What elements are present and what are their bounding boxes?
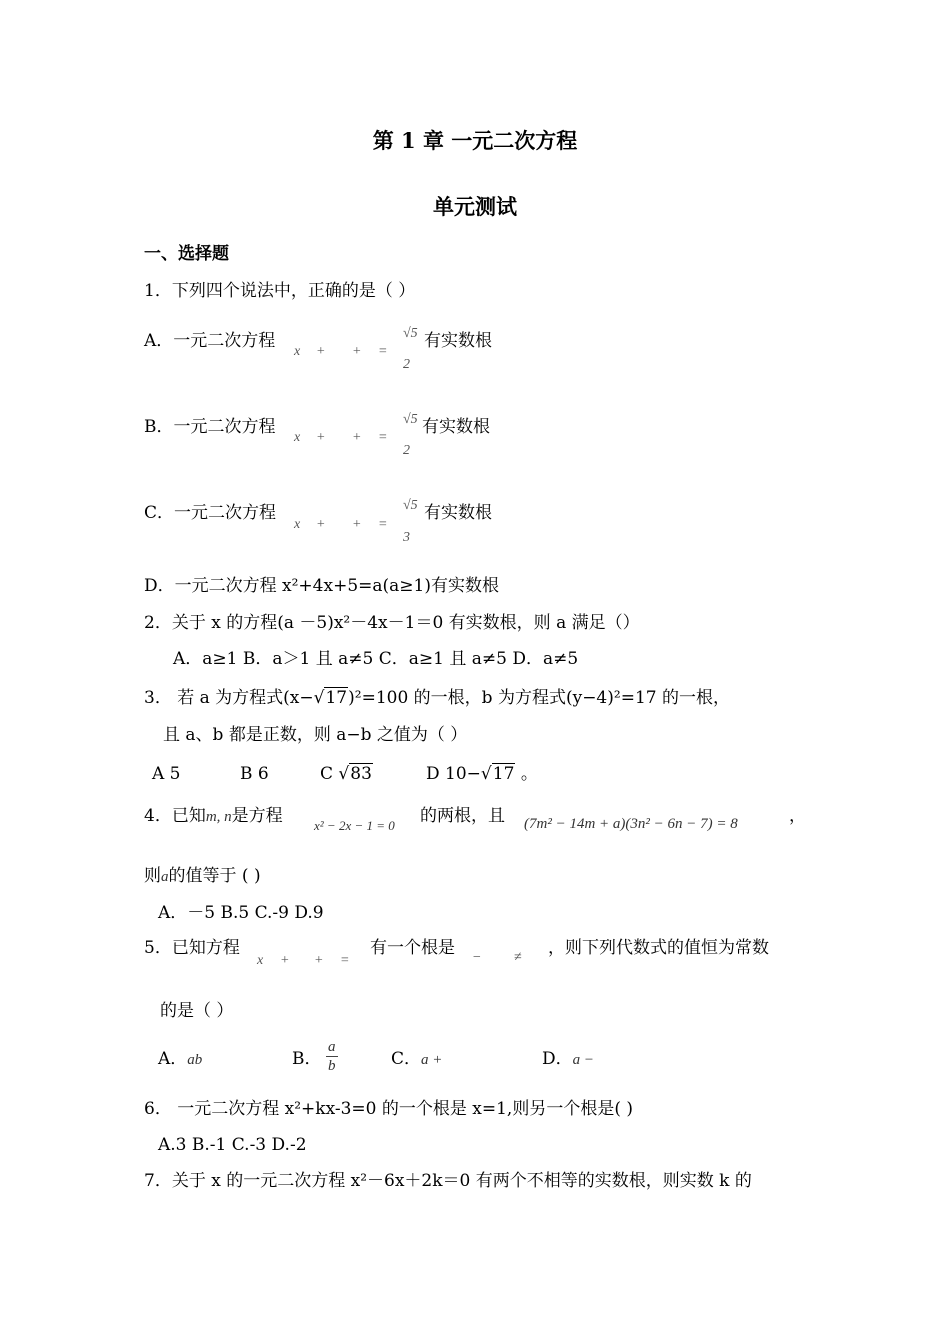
q1-option-b: [144, 416, 276, 438]
q1-b-prefix: B．一元二次方程: [144, 417, 276, 437]
q1-c-frag-eq: =: [378, 517, 388, 532]
q5-stem-pre: 5．已知方程: [144, 938, 240, 958]
q5-opt-b-label: B．: [292, 1049, 322, 1069]
q1-a-frag-plus2: +: [352, 344, 362, 359]
q5-frag-eq: =: [340, 953, 350, 968]
q1-b-frag-plus2: +: [352, 430, 362, 445]
q4-line2-post: 的值等于 ( ): [168, 866, 261, 886]
q1-a-frag-x: x: [294, 344, 301, 359]
q1-a-suffix: 有实数根: [424, 331, 492, 351]
q3-opt-d: [426, 763, 538, 785]
q5-opt-a-label: A．: [158, 1049, 188, 1069]
q5-opt-b-fraction: [326, 1038, 338, 1075]
section-heading: 一、选择题: [144, 244, 229, 264]
q4-equation2: (7m² − 14m + a)(3n² − 6n − 7) = 8: [524, 816, 738, 832]
q3-opt-d-sqrt: 17: [492, 764, 515, 784]
q5-frag-x: x: [257, 953, 264, 968]
q5-opt-d: [542, 1048, 594, 1071]
q1-a-frag-bot: 2: [403, 357, 410, 372]
q3-opt-b: B 6: [240, 764, 269, 784]
q3-opt-d-label: D 10−: [426, 764, 481, 784]
q1-option-c: [144, 502, 276, 524]
q1-b-frag-x: x: [294, 430, 301, 445]
q1-b-frag-eq: =: [378, 430, 388, 445]
q2-options: A．a≥1 B．a＞1 且 a≠5 C．a≥1 且 a≠5 D．a≠5: [173, 649, 579, 669]
q1-c-frag-bot: 3: [403, 530, 410, 545]
q4-options: A．－5 B.5 C.-9 D.9: [158, 903, 324, 923]
q1-b-frag-top: √5: [403, 412, 418, 427]
q1-c-frag-top: √5: [403, 498, 418, 513]
q4-stem: [144, 805, 283, 828]
sqrt-symbol: √: [338, 764, 350, 784]
q1-a-frag-top: √5: [403, 326, 418, 341]
q3-stem-post: )²=100 的一根，b 为方程式(y−4)²=17 的一根，: [348, 688, 730, 708]
q5-frag-plus1: +: [280, 953, 290, 968]
q3-line2: 且 a、b 都是正数，则 a−b 之值为（ ）: [163, 725, 468, 745]
q2-stem: 2．关于 x 的方程(a －5)x²－4x－1＝0 有实数根，则 a 满足（）: [144, 613, 640, 633]
q7-stem: 7．关于 x 的一元二次方程 x²－6x＋2k＝0 有两个不相等的实数根，则实数 k 的: [144, 1171, 752, 1191]
sqrt-symbol: √: [313, 688, 325, 708]
q5-opt-d-label: D．: [542, 1049, 573, 1069]
q1-option-d: D．一元二次方程 x²+4x+5=a(a≥1)有实数根: [144, 576, 499, 596]
q5-line2: 的是（ ）: [160, 1001, 234, 1021]
q5-opt-c-label: C．: [391, 1049, 422, 1069]
q5-stem-mid: 有一个根是: [370, 938, 455, 958]
q1-c-frag-plus2: +: [352, 517, 362, 532]
q4-line2-a: a: [161, 869, 169, 885]
q5-frag-neq: ≠: [514, 950, 522, 965]
q1-b-frag-plus1: +: [316, 430, 326, 445]
q6-options: A.3 B.-1 C.-3 D.-2: [158, 1135, 307, 1155]
chapter-title: 第 1 章 一元二次方程: [372, 128, 578, 153]
q5-opt-b: [292, 1048, 322, 1070]
q3-sqrt-value: 17: [325, 688, 348, 708]
q4-line2-pre: 则: [144, 866, 161, 886]
q4-stem-mid2: 的两根，且: [420, 806, 505, 826]
subtitle: 单元测试: [433, 194, 517, 219]
q4-stem-end: ，: [789, 806, 806, 826]
q3-stem: [144, 687, 730, 709]
q5-opt-b-numerator: a: [328, 1039, 336, 1055]
q6-stem: 6． 一元二次方程 x²+kx-3=0 的一个根是 x=1,则另一个根是( ): [144, 1099, 634, 1119]
q5-frag-plus2: +: [314, 953, 324, 968]
q5-frag-minus: −: [472, 950, 482, 965]
q5-opt-b-denominator: b: [328, 1058, 336, 1074]
q3-opt-d-end: 。: [520, 764, 538, 784]
q1-c-frag-plus1: +: [316, 517, 326, 532]
q3-opt-c-sqrt: 83: [350, 764, 372, 784]
q3-opt-c-label: C: [320, 764, 334, 784]
q1-option-a: [144, 330, 275, 352]
q1-c-suffix: 有实数根: [424, 503, 492, 523]
q5-opt-c: [391, 1048, 442, 1071]
q3-opt-c: [320, 763, 373, 785]
q4-equation1: x² − 2x − 1 = 0: [314, 818, 395, 833]
sqrt-symbol: √: [480, 764, 492, 784]
q5-opt-a-expr: ab: [187, 1052, 203, 1068]
q5-opt-c-expr: a +: [421, 1052, 443, 1068]
q1-b-suffix: 有实数根: [422, 417, 490, 437]
q3-stem-pre: 3． 若 a 为方程式(x−: [144, 688, 314, 708]
q1-c-frag-x: x: [294, 517, 301, 532]
q5-stem-end: ，则下列代数式的值恒为常数: [548, 938, 769, 958]
q5-opt-d-expr: a −: [572, 1052, 595, 1068]
q4-line2: [144, 865, 261, 888]
q1-stem: 1．下列四个说法中，正确的是（ ）: [144, 281, 416, 301]
q1-b-frag-bot: 2: [403, 443, 410, 458]
q1-a-frag-plus1: +: [316, 344, 326, 359]
q4-stem-mid: 是方程: [231, 806, 283, 826]
q1-a-frag-eq: =: [378, 344, 388, 359]
q4-mn: m, n: [205, 809, 232, 825]
q1-a-prefix: A．一元二次方程: [144, 331, 276, 351]
q1-c-prefix: C．一元二次方程: [144, 503, 277, 523]
q5-opt-a: [158, 1048, 202, 1071]
q4-stem-pre: 4．已知: [144, 806, 206, 826]
q3-opt-a: A 5: [152, 764, 181, 784]
